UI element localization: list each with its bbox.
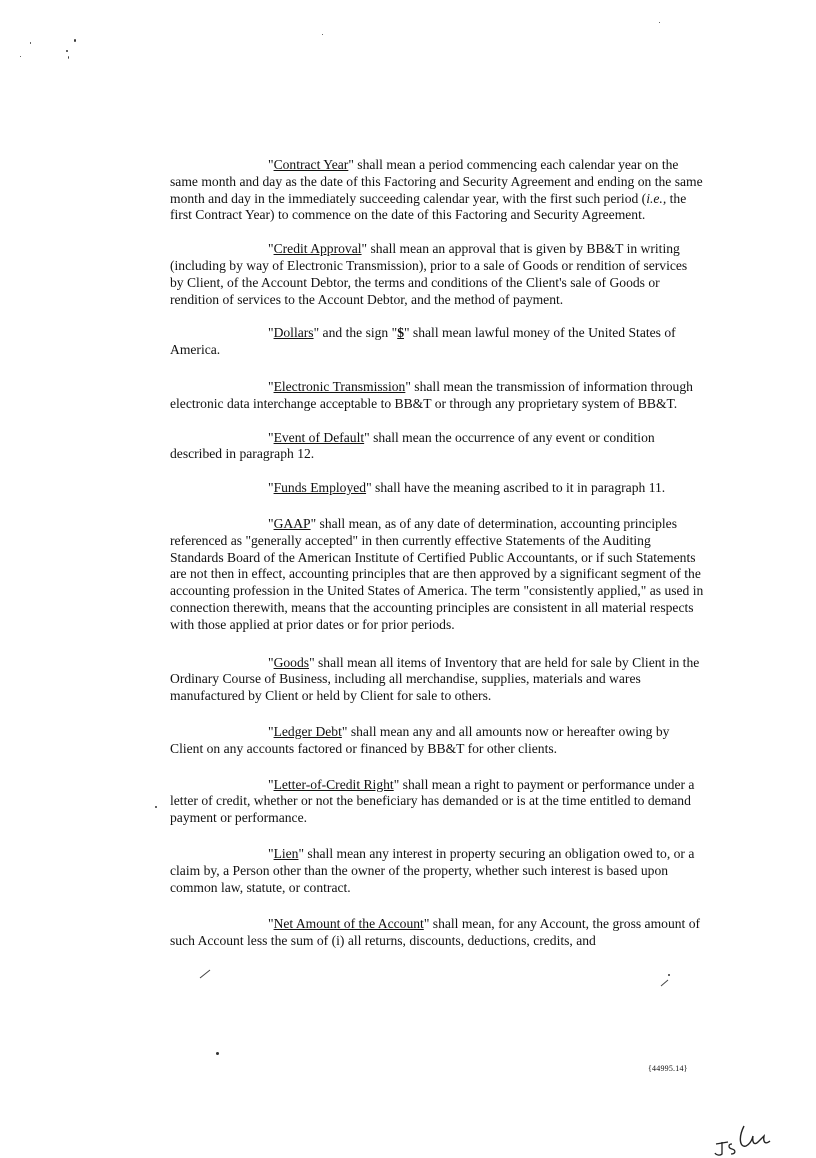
definition-text: " shall mean lawful money of the United States of America. <box>170 325 676 358</box>
pen-mark <box>196 966 216 980</box>
definition-text: " and the sign " <box>313 325 398 341</box>
definition-dollars <box>170 325 704 359</box>
scan-speck <box>66 50 68 52</box>
defined-term: GAAP <box>273 515 311 531</box>
scan-speck <box>155 806 157 808</box>
definition-text: " shall mean a period commencing each calendar year on the same month and day as the date of this Factoring and Security Agreement and ending on the same month and day in the immediately succeeding calendar year, with the first such period ( <box>170 157 703 206</box>
scan-speck <box>668 974 670 976</box>
definition-contract-year <box>170 157 704 224</box>
quote-mark: " <box>268 480 274 496</box>
pen-mark <box>658 978 672 988</box>
quote-mark: " <box>268 723 274 739</box>
defined-term: Event of Default <box>273 429 365 445</box>
defined-term: Net Amount of the Account <box>273 916 424 932</box>
defined-term: Letter-of-Credit Right <box>273 776 394 792</box>
definition-text: " shall mean the occurrence of any event or condition described in paragraph 12. <box>170 429 655 462</box>
definition-letter-of-credit-right <box>170 777 704 827</box>
document-id: {44995.14} <box>648 1064 688 1073</box>
definition-gaap <box>170 516 704 634</box>
scan-speck <box>20 56 21 57</box>
definition-text: " shall have the meaning ascribed to it in paragraph 11. <box>366 480 666 496</box>
definition-text: " shall mean a right to payment or performance under a letter of credit, whether or not the beneficiary has demanded or is at the time entitled to demand payment or performance. <box>170 776 695 826</box>
definition-lien <box>170 846 704 896</box>
definition-text: " shall mean any and all amounts now or hereafter owing by Client on any accounts factored or financed by BB&T for other clients. <box>170 723 670 756</box>
document-body <box>170 157 704 967</box>
quote-mark: " <box>268 241 274 257</box>
scan-speck <box>30 42 31 44</box>
scan-speck <box>322 34 323 35</box>
definition-text: the first Contract Year) to commence on the date of this Factoring and Security Agreement. <box>170 190 687 223</box>
defined-term: Funds Employed <box>273 480 367 496</box>
scan-speck <box>216 1052 219 1055</box>
definition-text: " shall mean any interest in property securing an obligation owed to, or a claim by, a Person other than the owner of the property, whether such interest is based upon common law, statute, or contract. <box>170 845 695 895</box>
definition-text: " shall mean all items of Inventory that are held for sale by Client in the Ordinary Course of Business, including all merchandise, supplies, materials and wares manufactured by Client or held by Client for sale to others. <box>170 654 700 704</box>
defined-term: Credit Approval <box>273 241 362 257</box>
dollar-sign-term: $ <box>397 325 404 341</box>
defined-term: Dollars <box>273 325 314 341</box>
defined-term: Ledger Debt <box>273 723 342 739</box>
quote-mark: " <box>268 515 274 531</box>
definition-text: " shall mean, as of any date of determination, accounting principles referenced as "generally accepted" in then currently effective Statements of the Auditing Standards Board of the American Institute of Certified Public Accountants, or if such Statements are not then in effect, accounting principles that are then approved by a significant segment of the accounting profession in the United States of America. The term "consistently applied," as used in connection therewith, means that the accounting principles are consistent in all material respects with those applied at prior dates or for prior periods. <box>170 515 704 632</box>
quote-mark: " <box>268 378 274 394</box>
defined-term: Lien <box>273 845 299 861</box>
definition-ledger-debt <box>170 724 704 758</box>
definition-electronic-transmission <box>170 379 704 413</box>
definition-goods <box>170 655 704 705</box>
defined-term: Electronic Transmission <box>273 378 406 394</box>
handwritten-initials <box>710 1118 790 1158</box>
quote-mark: " <box>268 916 274 932</box>
definition-net-amount-of-the-account <box>170 916 704 950</box>
definition-funds-employed <box>170 480 704 497</box>
quote-mark: " <box>268 845 274 861</box>
definition-event-of-default <box>170 430 704 464</box>
definition-emphasis: i.e., <box>646 190 667 206</box>
quote-mark: " <box>268 157 274 172</box>
quote-mark: " <box>268 654 274 670</box>
definition-text: " shall mean the transmission of information through electronic data interchange acceptable to BB&T or through any proprietary system of BB&T. <box>170 378 693 411</box>
quote-mark: " <box>268 776 274 792</box>
defined-term: Goods <box>273 654 310 670</box>
quote-mark: " <box>268 429 274 445</box>
scan-speck <box>68 56 69 59</box>
definition-credit-approval <box>170 241 704 308</box>
scan-speck <box>659 22 660 23</box>
defined-term: Contract Year <box>273 157 349 172</box>
definition-text: " shall mean an approval that is given by BB&T in writing (including by way of Electronic Transmission), prior to a sale of Goods or rendition of services by Client, of the Account Debtor, the terms and conditions of the Client's sale of Goods or rendition of services to the Account Debtor, and the method of payment. <box>170 241 688 307</box>
definition-text: " shall mean, for any Account, the gross amount of such Account less the sum of (i) all returns, discounts, deductions, credits, and <box>170 916 701 949</box>
scan-speck <box>74 39 76 42</box>
quote-mark: " <box>268 325 274 341</box>
